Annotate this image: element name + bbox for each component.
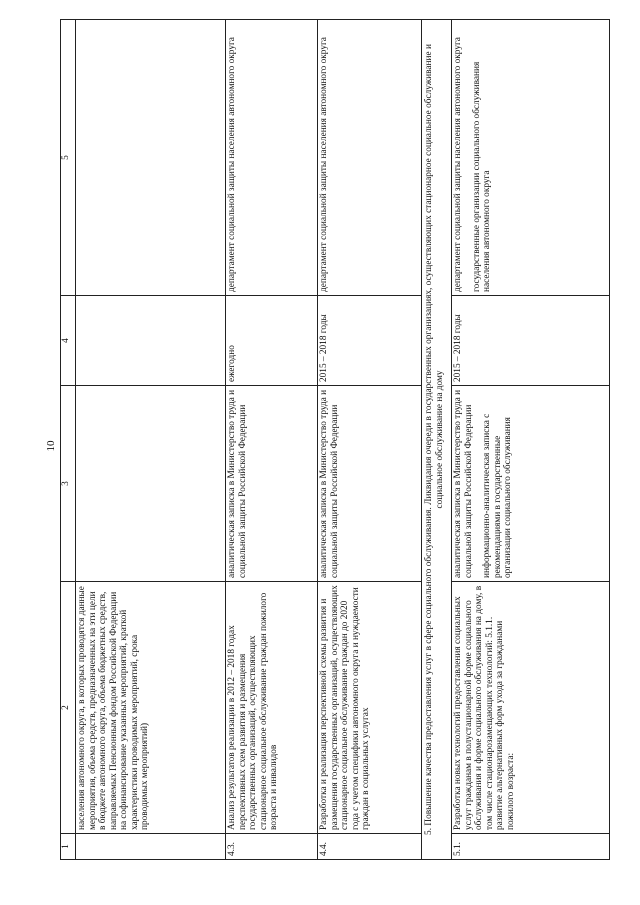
measure-cell: населения автономного округа, в которых проводятся данные мероприятия, объема средств, предназначенных на эти цели в бюджете автономного округа, объема бюджетных средств, направляемых Пенсионным фондом Российской Федерации на софинансирование указанных мероприятий, краткой характеристики проводимых мероприятий, срока проводимых мероприятий): [76, 582, 226, 834]
table-row: [452, 20, 610, 860]
term-cell: 2015 – 2018 годы: [452, 296, 610, 386]
measure-cell: Разработка новых технологий предоставления социальных услуг гражданам в полустационарной форме социального обслуживания и форме социального обслуживания на дому, в том числе стационарозамещающих технологий: 5.1.1. развитие альтернативных форм ухода за гражданами пожилого возраста:: [452, 582, 610, 834]
result-cell: [452, 386, 610, 582]
measure-cell: Анализ результатов реализации в 2012 – 2018 годах перспективных схем развития и размещения государственных организаций, осуществляющих стационарное социальное обслуживание граждан пожилого возраста и инвалидов: [226, 582, 318, 834]
executor-cell: департамент социальной защиты населения автономного округа: [226, 20, 318, 296]
header-col-3: 3: [61, 386, 76, 582]
page-number: 10: [45, 440, 57, 452]
row-number: 5.1.: [452, 834, 610, 860]
measure-cell: Разработка и реализация перспективной схемы развития и размещения государственных организаций, осуществляющих стационарное социальное обслуживание граждан до 2020 года с учетом специфики автономного округа и нуждаемости граждан в социальных услугах: [318, 582, 422, 834]
result-text-1: аналитическая записка в Министерство труда и социальной защиты Российской Федерации: [453, 389, 474, 578]
term-cell: ежегодно: [226, 296, 318, 386]
header-col-5: 5: [61, 20, 76, 296]
result-cell: аналитическая записка в Министерство труда и социальной защиты Российской Федерации: [318, 386, 422, 582]
row-number: 4.3.: [226, 834, 318, 860]
result-cell: [76, 386, 226, 582]
executor-cell: [452, 20, 610, 296]
document-table-rotated: [60, 20, 610, 860]
row-number: 4.4.: [318, 834, 422, 860]
header-col-2: 2: [61, 582, 76, 834]
measures-table: [60, 19, 610, 860]
executor-text-1: департамент социальной защиты населения автономного округа: [453, 37, 463, 292]
header-col-1: 1: [61, 834, 76, 860]
executor-cell: [76, 20, 226, 296]
result-text-2: информационно-аналитическая записка с рекомендациями в государственные организации социального обслуживания: [482, 413, 513, 578]
spacer: [464, 23, 472, 292]
term-cell: [76, 296, 226, 386]
table-row: [226, 20, 318, 860]
executor-cell: департамент социальной защиты населения автономного округа: [318, 20, 422, 296]
section-row: [422, 20, 452, 860]
row-number: [76, 834, 226, 860]
spacer: [474, 389, 482, 578]
executor-text-2: государственные организации социального обслуживания населения автономного округа: [471, 61, 492, 292]
result-cell: аналитическая записка в Министерство труда и социальной защиты Российской Федерации: [226, 386, 318, 582]
section-5-heading: 5. Повышение качества предоставления услуг в сфере социального обслуживания. Ликвидация очереди в государственных организациях, осуществляющих стационарное социальное обслуживание и социальное обслуживание на дому: [422, 20, 452, 860]
table-row: [318, 20, 422, 860]
table-row: [76, 20, 226, 860]
header-row: [61, 20, 76, 860]
header-col-4: 4: [61, 296, 76, 386]
term-cell: 2015 – 2018 годы: [318, 296, 422, 386]
